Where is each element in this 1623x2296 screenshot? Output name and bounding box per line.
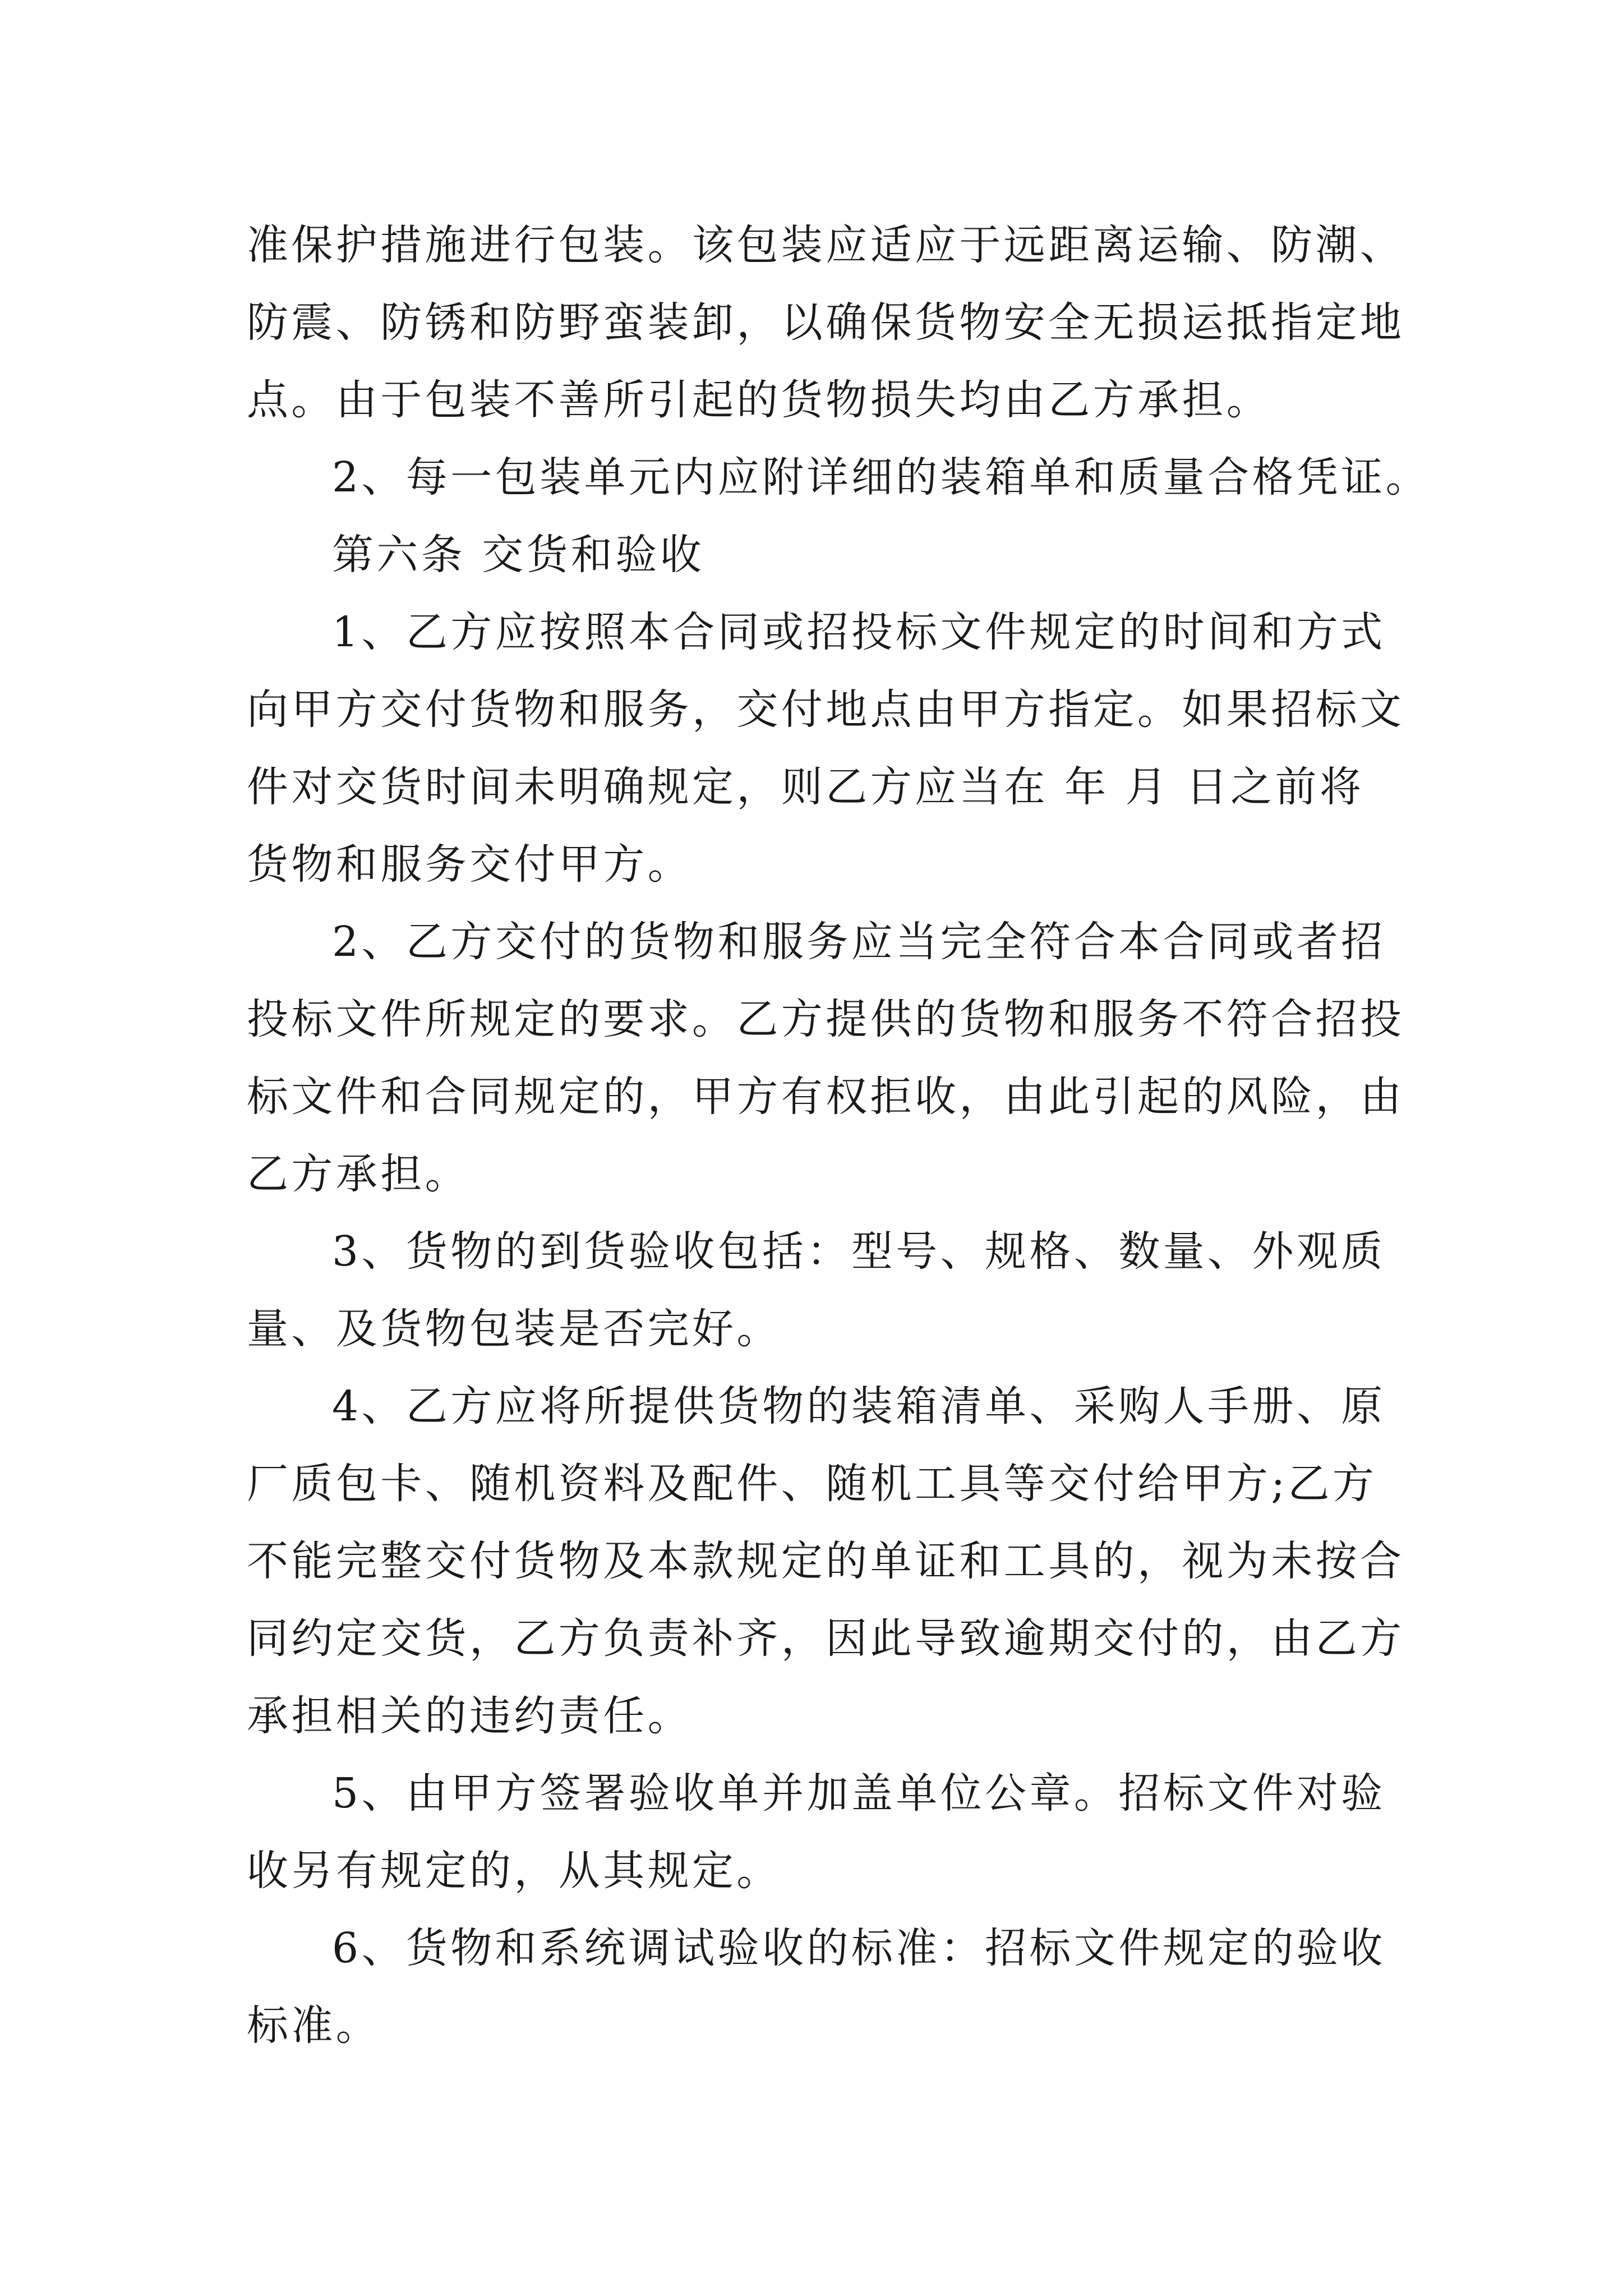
text-line: 标文件和合同规定的，甲方有权拒收，由此引起的风险，由: [247, 1073, 1405, 1121]
text-line: 件对交货时间未明确规定，则乙方应当在 年 月 日之前将: [247, 763, 1364, 811]
text-line: 承担相关的违约责任。: [247, 1692, 692, 1740]
text-line: 向甲方交付货物和服务，交付地点由甲方指定。如果招标文: [247, 685, 1405, 734]
clause-6-standard: 6、货物和系统调试验收的标准：招标文件规定的验收: [332, 1924, 1386, 1972]
clause-2-conformity: 2、乙方交付的货物和服务应当完全符合本合同或者招: [332, 918, 1386, 966]
text-line: 防震、防锈和防野蛮装卸，以确保货物安全无损运抵指定地: [247, 298, 1405, 347]
text-line: 准保护措施进行包装。该包装应适应于远距离运输、防潮、: [247, 221, 1405, 269]
clause-4-documents: 4、乙方应将所提供货物的装箱清单、采购人手册、原: [332, 1382, 1386, 1430]
clause-2-packing: 2、每一包装单元内应附详细的装箱单和质量合格凭证。: [332, 453, 1431, 501]
text-line: 货物和服务交付甲方。: [247, 840, 692, 889]
clause-3-inspection: 3、货物的到货验收包括：型号、规格、数量、外观质: [332, 1227, 1386, 1276]
text-line: 点。由于包装不善所引起的货物损失均由乙方承担。: [247, 376, 1271, 424]
clause-5-signoff: 5、由甲方签署验收单并加盖单位公章。招标文件对验: [332, 1769, 1386, 1818]
text-line: 量、及货物包装是否完好。: [247, 1305, 781, 1353]
text-line: 投标文件所规定的要求。乙方提供的货物和服务不符合招投: [247, 995, 1405, 1043]
section-heading: 第六条 交货和验收: [332, 531, 705, 579]
text-line: 不能完整交付货物及本款规定的单证和工具的，视为未按合: [247, 1537, 1405, 1585]
text-line: 标准。: [247, 2001, 381, 2050]
text-line: 乙方承担。: [247, 1150, 469, 1198]
text-line: 厂质包卡、随机资料及配件、随机工具等交付给甲方;乙方: [247, 1460, 1377, 1508]
document-body: [247, 206, 1431, 2064]
text-line: 同约定交货，乙方负责补齐，因此导致逾期交付的，由乙方: [247, 1614, 1405, 1663]
clause-1-delivery: 1、乙方应按照本合同或招投标文件规定的时间和方式: [332, 608, 1386, 656]
text-line: 收另有规定的，从其规定。: [247, 1847, 781, 1895]
